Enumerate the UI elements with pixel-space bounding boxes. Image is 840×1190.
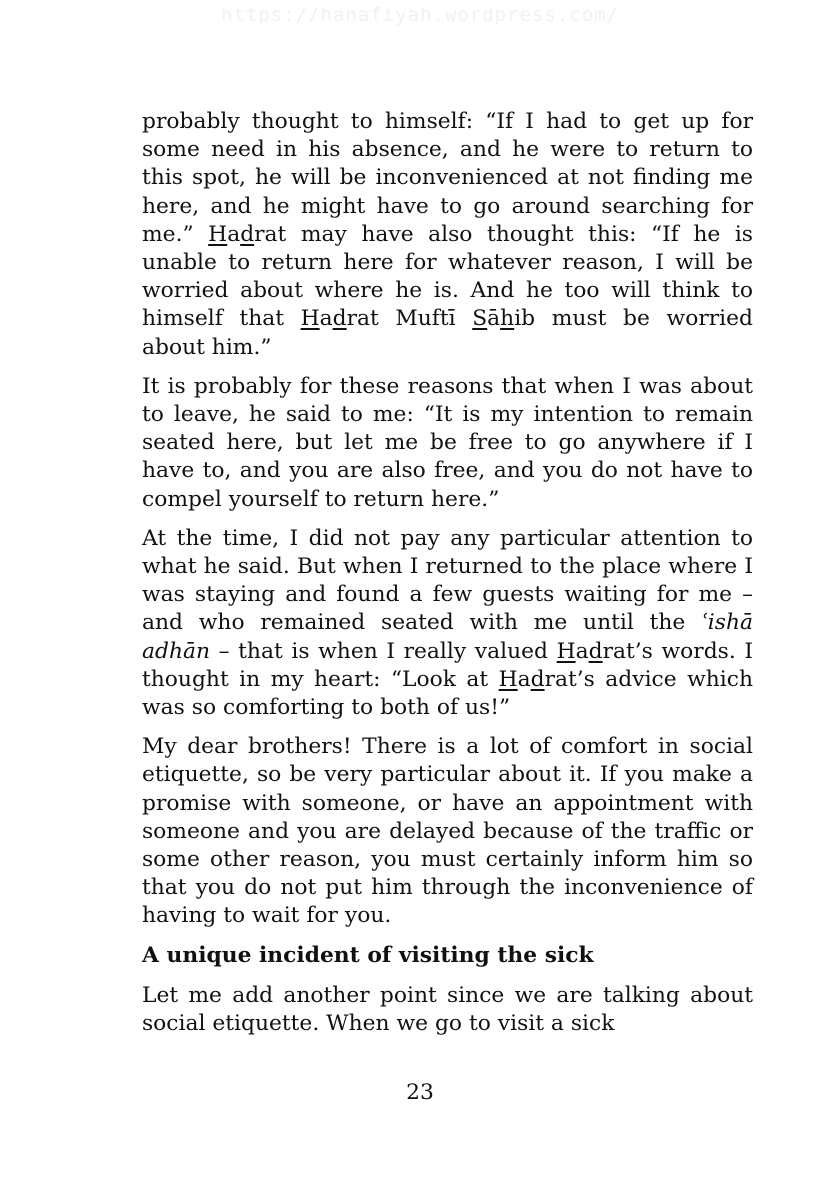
underlined-transliteration: S [472, 306, 488, 332]
text-run: a [319, 306, 333, 332]
text-run: a [227, 221, 241, 247]
body-paragraph [142, 373, 753, 514]
text-run: probably thought to himself: “If I had to get up for some need in his absence, and he were to return to this spot, he will be inconvenienced at not finding me here, and he might have to go around searching for me.” [142, 109, 753, 247]
text-run: a [575, 638, 589, 664]
text-run: rat Muftī [346, 306, 473, 332]
body-paragraph [142, 108, 753, 362]
underlined-transliteration: H [300, 306, 320, 332]
text-run: a [517, 666, 531, 692]
text-run: rat’s advice which was so comforting to both of us!” [142, 666, 753, 721]
section-heading [142, 942, 753, 970]
text-run: rat may have also thought this: “If he is unable to return here for whatever reason, I will be worried about where he is. And he too will think to himself that [142, 221, 753, 332]
text-run: It is probably for these reasons that when I was about to leave, he said to me: “It is my intention to remain seated here, but let me be free to go anywhere if I have to, and you are also free, and you do not have to compel yourself to return here.” [142, 373, 753, 512]
watermark-url: https://hanafiyah.wordpress.com/ [220, 4, 620, 26]
text-run: ib must be worried about him.” [142, 306, 753, 360]
text-run: ā [487, 306, 501, 332]
underlined-transliteration: h [500, 306, 515, 332]
text-run: Let me add another point since we are talking about social etiquette. When we go to visit a sick [142, 982, 753, 1037]
underlined-transliteration: d [530, 666, 545, 692]
page-body [142, 108, 753, 1038]
underlined-transliteration: d [332, 306, 347, 332]
text-run: At the time, I did not pay any particular attention to what he said. But when I returned to the place where I was staying and found a few guests waiting for me – and who remained seated with me until the [142, 525, 753, 636]
text-run: – that is when I really valued [210, 638, 557, 664]
underlined-transliteration: H [498, 666, 518, 692]
body-paragraph [142, 982, 753, 1038]
text-run: A unique incident of visiting the sick [142, 942, 594, 968]
page-number: 23 [406, 1080, 434, 1105]
text-run: My dear brothers! There is a lot of comfort in social etiquette, so be very particular about it. If you make a promise with someone, or have an appointment with someone and you are delayed because of the traffic or some other reason, you must certainly inform him so that you do not put him through the inconvenience of having to wait for you. [142, 734, 753, 929]
underlined-transliteration: H [208, 221, 228, 247]
body-paragraph [142, 733, 753, 930]
italic-term: ʿishā adhān [142, 610, 753, 664]
body-paragraph [142, 525, 753, 722]
underlined-transliteration: d [240, 221, 255, 247]
text-run: rat’s words. I thought in my heart: “Look at [142, 638, 753, 692]
underlined-transliteration: H [556, 638, 576, 664]
underlined-transliteration: d [588, 638, 603, 664]
